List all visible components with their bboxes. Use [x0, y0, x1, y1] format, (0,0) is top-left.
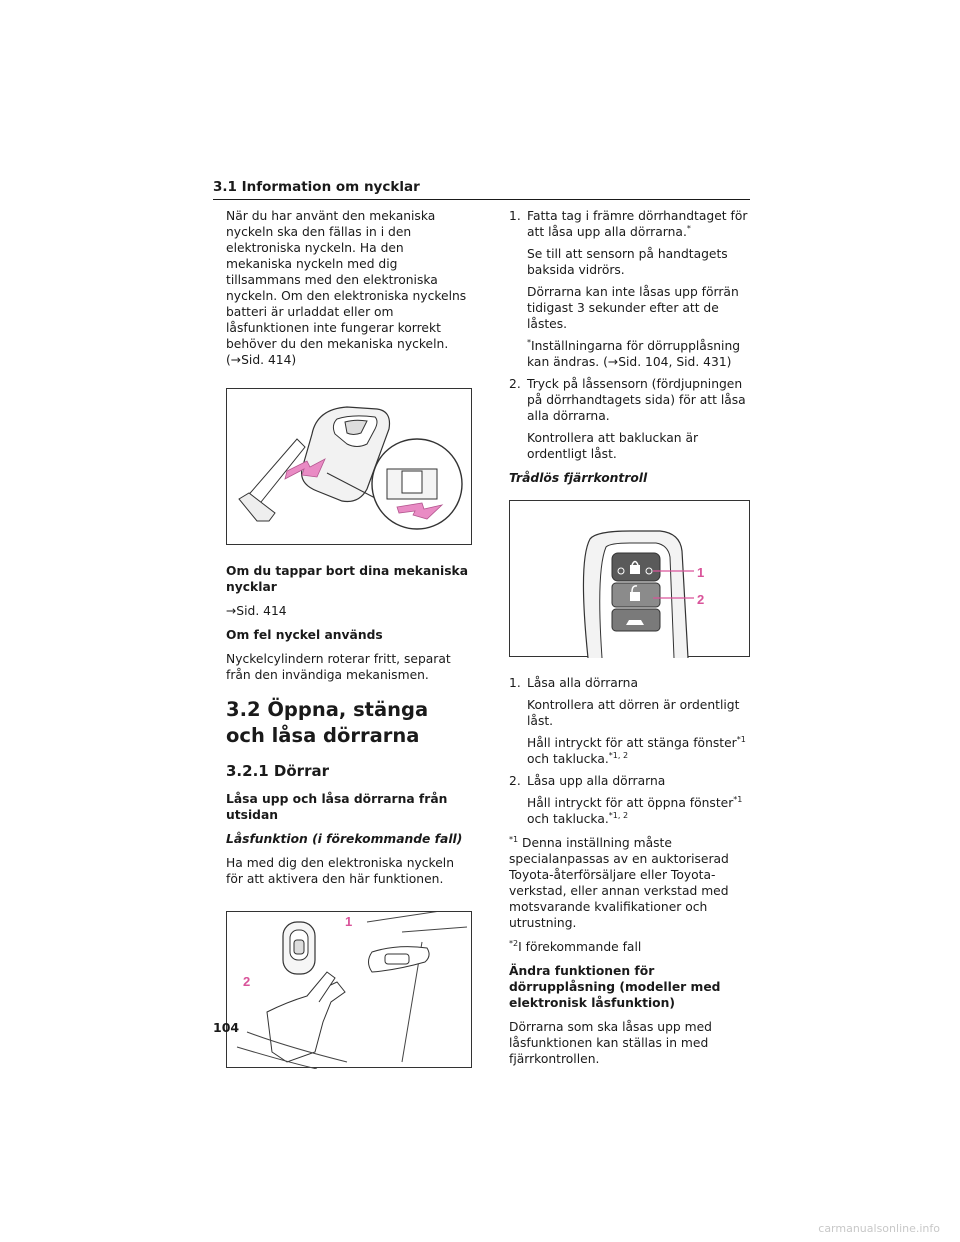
right-column	[509, 208, 759, 1075]
list-item: 1. Fatta tag i främre dörrhandtaget för att låsa upp alla dörrarna.* Se till att sensorn på handtagets baksida vidrörs. Dörrarna kan inte låsas upp förrän tidigast 3 sekunder efter att de låstes. *Inställningarna för dörrupplåsning kan ändras. (→Sid. 104, Sid. 431)	[509, 209, 748, 369]
door-handle-illustration	[227, 912, 473, 1069]
figure-label-2: 2	[243, 974, 251, 989]
outside-lock-title: Låsa upp och låsa dörrarna från utsidan	[226, 792, 448, 822]
unlock-steps	[509, 208, 759, 462]
lost-keys-ref[interactable]: →Sid. 414	[226, 604, 287, 618]
lock-function-title: Låsfunktion (i förekommande fall)	[226, 832, 463, 846]
figure-label-2: 2	[697, 592, 705, 607]
change-function-title: Ändra funktionen för dörrupplåsning (modeller med elektronisk låsfunktion)	[509, 964, 721, 1010]
list-item: 2. Tryck på låssensorn (fördjupningen på dörrhandtagets sida) för att låsa alla dörrarna. Kontrollera att bakluckan är ordentligt låst.	[509, 377, 746, 461]
lock-function-text: Ha med dig den elektroniska nyckeln för att aktivera den här funktionen.	[226, 856, 455, 886]
lock-icon	[630, 565, 640, 574]
list-item: 2. Låsa upp alla dörrarna Håll intryckt för att öppna fönster$^{*1}$ och taklucka.$^{*1, 2}$	[509, 774, 743, 826]
intro-paragraph: När du har använt den mekaniska nyckeln ska den fällas in i den elektroniska nyckeln. Ha den mekaniska nyckeln med dig tillsammans med den elektroniska nyckeln. Om den elektroniska nyckelns batteri är urladdat eller om låsfunktionen inte fungerar korrekt behöver du den mekaniska nyckeln. (→Sid. 414)	[226, 209, 467, 367]
remote-steps	[509, 675, 759, 827]
mechanical-key-illustration	[227, 389, 473, 546]
footnote-2: $^{*2}$I förekommande fall	[509, 938, 642, 954]
remote-figure	[509, 500, 750, 657]
car-icon	[626, 620, 644, 625]
change-function-text: Dörrarna som ska låsas upp med låsfunktionen kan ställas in med fjärrkontrollen.	[509, 1020, 712, 1066]
lost-keys-title: Om du tappar bort dina mekaniska nycklar	[226, 564, 469, 594]
remote-illustration	[510, 501, 751, 658]
figure-label-1: 1	[697, 565, 705, 580]
door-handle-figure	[226, 911, 472, 1068]
remote-title: Trådlös fjärrkontroll	[509, 471, 648, 485]
chapter-title: 3.2 Öppna, stänga och låsa dörrarna	[226, 698, 429, 747]
mechanical-key-figure	[226, 388, 472, 545]
page-number: 104	[213, 1020, 240, 1035]
figure-label-1: 1	[345, 914, 353, 929]
unlock-icon	[630, 592, 640, 601]
left-column	[226, 208, 472, 1086]
list-item: 1. Låsa alla dörrarna Kontrollera att dörren är ordentligt låst. Håll intryckt för att stänga fönster$^{*1}$ och taklucka.$^{*1, 2}$	[509, 676, 746, 766]
subsection-title: 3.2.1 Dörrar	[226, 762, 330, 780]
wrong-key-text: Nyckelcylindern roterar fritt, separat från den invändiga mekanismen.	[226, 652, 451, 682]
watermark: carmanualsonline.info	[818, 1222, 940, 1235]
wrong-key-title: Om fel nyckel används	[226, 628, 383, 642]
section-header: 3.1 Information om nycklar	[213, 179, 750, 200]
footnote-1: $^{*1}$ Denna inställning måste specialanpassas av en auktoriserad Toyota-återförsäljare eller Toyota-verkstad, eller annan verkstad med motsvarande kvalifikationer och utrustning.	[509, 834, 729, 930]
